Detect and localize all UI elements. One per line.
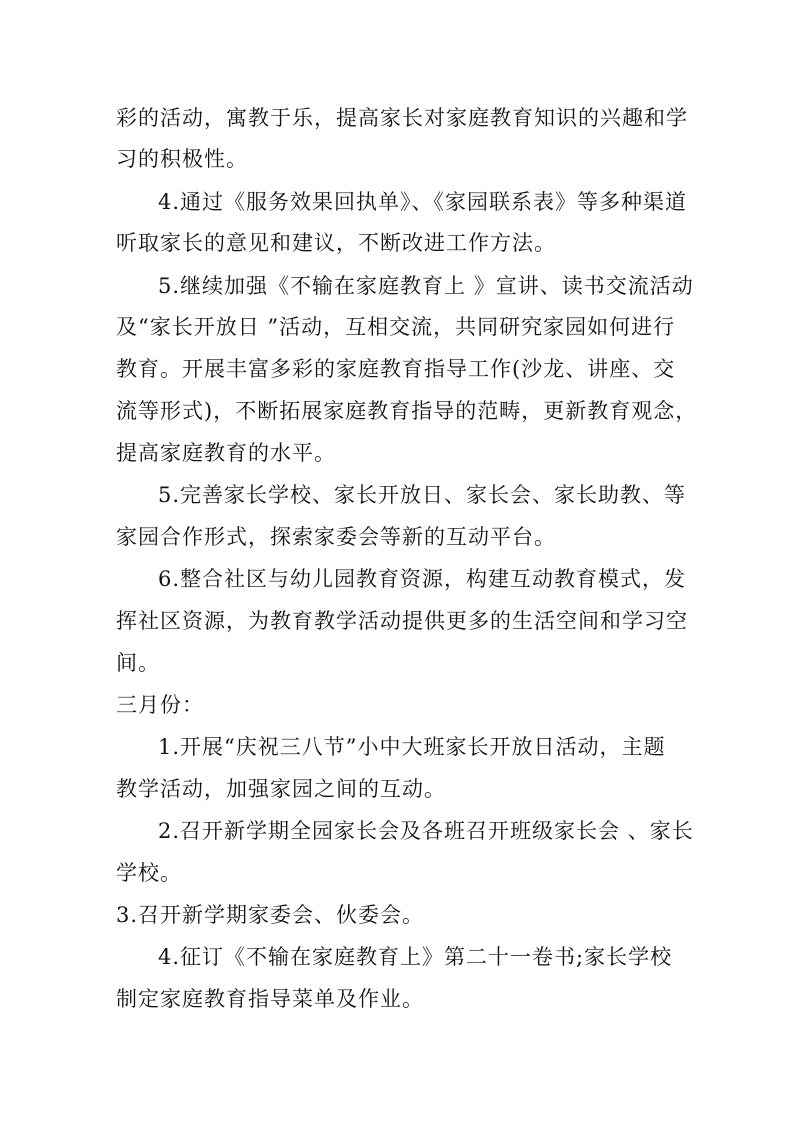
text-line: 间。 [116, 651, 160, 675]
text-line: 家园合作形式，探索家委会等新的互动平台。 [116, 525, 556, 549]
text-line: 听取家长的意见和建议，不断改进工作方法。 [116, 231, 556, 255]
text-line: 4.征订《不输在家庭教育上》第二十一卷书;家长学校 [158, 945, 673, 969]
text-line: 习的积极性。 [116, 147, 248, 171]
text-line: 挥社区资源，为教育教学活动提供更多的生活空间和学习空 [116, 609, 688, 633]
text-line: 6.整合社区与幼儿园教育资源，构建互动教育模式，发 [158, 567, 687, 591]
text-line: 学校。 [116, 861, 182, 885]
section-heading: 三月份： [116, 693, 204, 717]
text-line: 2.召开新学期全园家长会及各班召开班级家长会 、家长 [158, 819, 694, 843]
text-line: 及“家长开放日 ”活动，互相交流，共同研究家园如何进行 [116, 315, 676, 339]
text-line: 流等形式)，不断拓展家庭教育指导的范畴，更新教育观念， [116, 399, 698, 423]
text-line: 5.继续加强《不输在家庭教育上 》宣讲、读书交流活动 [158, 274, 694, 298]
text-line: 5.完善家长学校、家长开放日、家长会、家长助教、等 [158, 483, 687, 507]
text-line: 提高家庭教育的水平。 [116, 441, 336, 465]
text-line: 彩的活动，寓教于乐，提高家长对家庭教育知识的兴趣和学 [116, 106, 688, 130]
text-line: 制定家庭教育指导菜单及作业。 [116, 987, 424, 1011]
text-line: 教育。开展丰富多彩的家庭教育指导工作(沙龙、讲座、交 [116, 357, 676, 381]
text-line: 1.开展“庆祝三八节”小中大班家长开放日活动，主题 [158, 735, 666, 759]
text-line: 教学活动，加强家园之间的互动。 [116, 777, 446, 801]
text-line: 3.召开新学期家委会、伙委会。 [116, 903, 425, 927]
text-line: 4.通过《服务效果回执单》、《家园联系表》等多种渠道 [158, 190, 688, 214]
